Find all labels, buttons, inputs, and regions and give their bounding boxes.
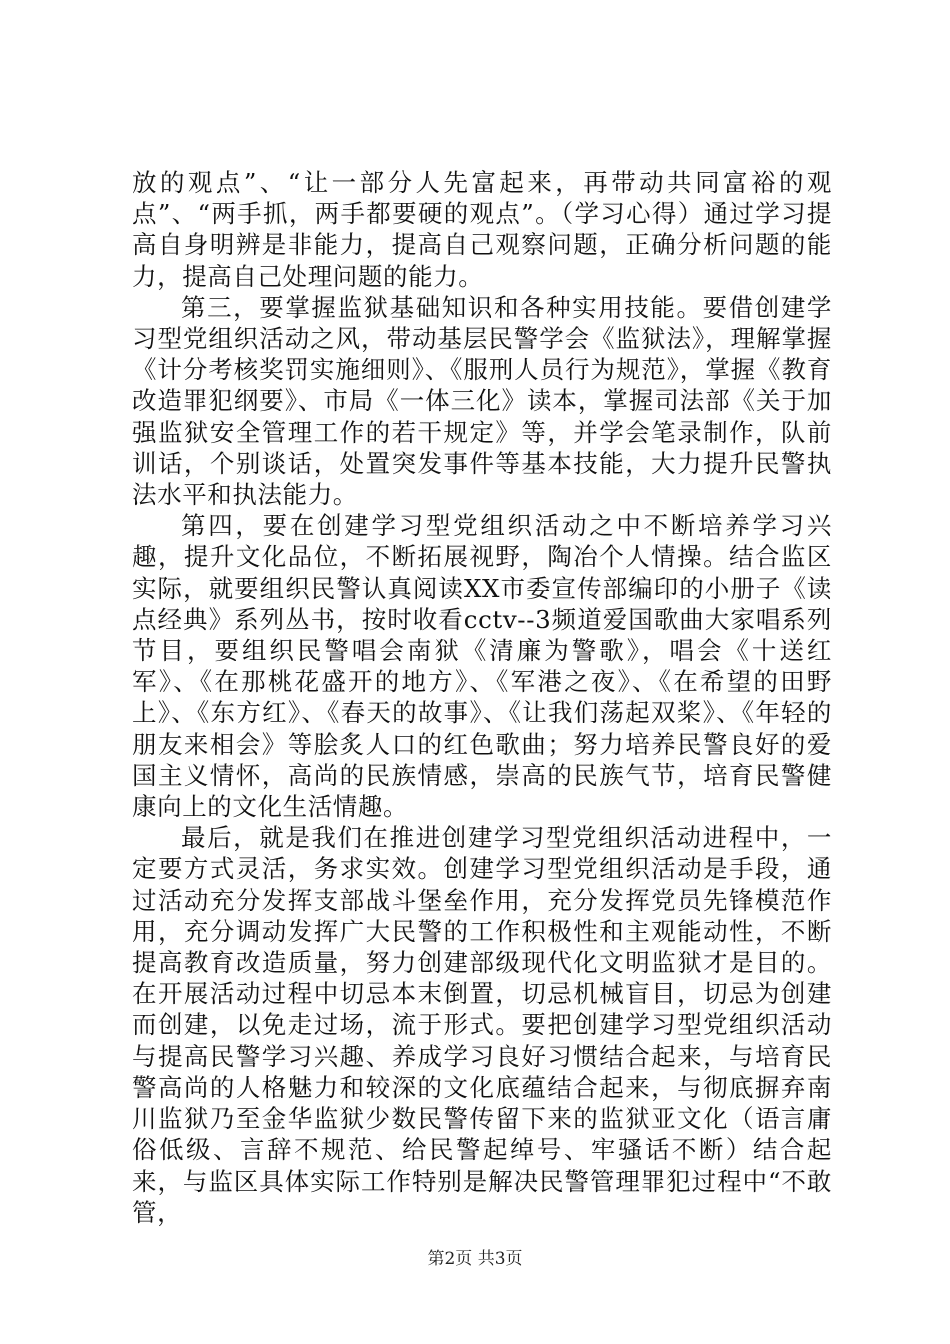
page-number-footer: 第2页 共3页 xyxy=(427,1249,523,1269)
paragraph-final-point: 最后，就是我们在推进创建学习型党组织活动进程中，一定要方式灵活，务求实效。创建学习型党组织活动是手段，通过活动充分发挥支部战斗堡垒作用，充分发挥党员先锋模范作用，充分调动发挥广大民警的工作积极性和主观能动性，不断提高教育改造质量，努力创建部级现代化文明监狱才是目的。在开展活动过程中切忌本末倒置，切忌机械盲目，切忌为创建而创建，以免走过场，流于形式。要把创建学习型党组织活动与提高民警学习兴趣、养成学习良好习惯结合起来，与培育民警高尚的人格魅力和较深的文化底蕴结合起来，与彻底摒弃南川监狱乃至金华监狱少数民警传留下来的监狱亚文化（语言庸俗低级、言辞不规范、给民警起绰号、牢骚话不断）结合起来，与监区具体实际工作特别是解决民警管理罪犯过程中“不敢管， xyxy=(132,823,832,1227)
paragraph-third-point: 第三，要掌握监狱基础知识和各种实用技能。要借创建学习型党组织活动之风，带动基层民警学会《监狱法》，理解掌握《计分考核奖罚实施细则》、《服刑人员行为规范》，掌握《教育改造罪犯纲要》、市局《一体三化》读本，掌握司法部《关于加强监狱安全管理工作的若干规定》等，并学会笔录制作，队前训话，个别谈话，处置突发事件等基本技能，大力提升民警执法水平和执法能力。 xyxy=(132,292,832,510)
paragraph-fourth-point: 第四，要在创建学习型党组织活动之中不断培养学习兴趣，提升文化品位，不断拓展视野，陶冶个人情操。结合监区实际，就要组织民警认真阅读XX市委宣传部编印的小册子《读点经典》系列丛书，按时收看cctv--3频道爱国歌曲大家唱系列节目，要组织民警唱会南狱《清廉为警歌》，唱会《十送红军》、《在那桃花盛开的地方》、《军港之夜》、《在希望的田野上》、《东方红》、《春天的故事》、《让我们荡起双桨》、《年轻的朋友来相会》等脍炙人口的红色歌曲；努力培养民警良好的爱国主义情怀，高尚的民族情感，崇高的民族气节，培育民警健康向上的文化生活情趣。 xyxy=(132,511,832,822)
paragraph-continuation: 放的观点”、“让一部分人先富起来，再带动共同富裕的观点”、“两手抓，两手都要硬的观点”。（学习心得）通过学习提高自身明辨是非能力，提高自己观察问题，正确分析问题的能力，提高自己处理问题的能力。 xyxy=(132,168,832,291)
document-body xyxy=(132,167,832,1228)
